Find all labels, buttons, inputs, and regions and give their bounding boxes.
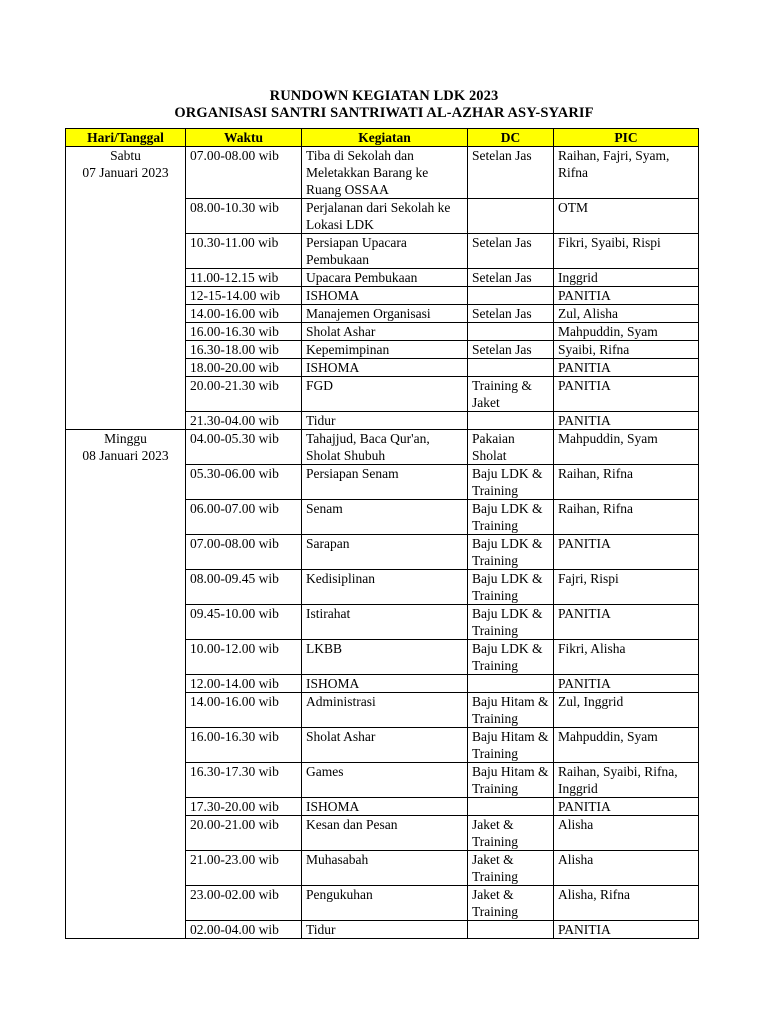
column-header-day: Hari/Tanggal [66, 129, 186, 147]
activity-cell: Tiba di Sekolah dan Meletakkan Barang ke Ruang OSSAA [302, 147, 468, 199]
activity-cell: Tidur [302, 412, 468, 430]
time-cell: 14.00-16.00 wib [186, 305, 302, 323]
time-cell: 08.00-10.30 wib [186, 199, 302, 234]
day-date: 07 Januari 2023 [82, 165, 169, 180]
dc-cell: Baju Hitam & Training [468, 728, 554, 763]
activity-cell: Games [302, 763, 468, 798]
dc-cell [468, 798, 554, 816]
time-cell: 23.00-02.00 wib [186, 886, 302, 921]
column-header-time: Waktu [186, 129, 302, 147]
activity-cell: ISHOMA [302, 359, 468, 377]
pic-cell: Fajri, Rispi [554, 570, 699, 605]
activity-cell: Persiapan Upacara Pembukaan [302, 234, 468, 269]
table-row [66, 430, 699, 465]
activity-cell: Kepemimpinan [302, 341, 468, 359]
table-header [66, 129, 699, 147]
activity-cell: Manajemen Organisasi [302, 305, 468, 323]
dc-cell [468, 323, 554, 341]
day-name: Minggu [104, 431, 147, 446]
pic-cell: Alisha [554, 816, 699, 851]
day-name: Sabtu [110, 148, 141, 163]
dc-cell: Baju LDK & Training [468, 465, 554, 500]
dc-cell: Setelan Jas [468, 234, 554, 269]
activity-cell: ISHOMA [302, 675, 468, 693]
day-date: 08 Januari 2023 [82, 448, 169, 463]
time-cell: 14.00-16.00 wib [186, 693, 302, 728]
dc-cell [468, 412, 554, 430]
time-cell: 16.30-17.30 wib [186, 763, 302, 798]
table-body [66, 147, 699, 939]
document-title: RUNDOWN KEGIATAN LDK 2023 [269, 88, 499, 104]
pic-cell: Mahpuddin, Syam [554, 430, 699, 465]
dc-cell: Setelan Jas [468, 341, 554, 359]
column-header-pic: PIC [554, 129, 699, 147]
time-cell: 07.00-08.00 wib [186, 147, 302, 199]
dc-cell: Jaket & Training [468, 851, 554, 886]
pic-cell: PANITIA [554, 921, 699, 939]
dc-cell [468, 675, 554, 693]
pic-cell: Raihan, Fajri, Syam, Rifna [554, 147, 699, 199]
dc-cell [468, 921, 554, 939]
activity-cell: Sholat Ashar [302, 728, 468, 763]
dc-cell: Baju Hitam & Training [468, 693, 554, 728]
dc-cell: Jaket & Training [468, 816, 554, 851]
time-cell: 18.00-20.00 wib [186, 359, 302, 377]
time-cell: 16.00-16.30 wib [186, 323, 302, 341]
dc-cell [468, 359, 554, 377]
activity-cell: Sarapan [302, 535, 468, 570]
time-cell: 08.00-09.45 wib [186, 570, 302, 605]
dc-cell: Setelan Jas [468, 305, 554, 323]
time-cell: 20.00-21.30 wib [186, 377, 302, 412]
dc-cell: Setelan Jas [468, 269, 554, 287]
activity-cell: Istirahat [302, 605, 468, 640]
pic-cell: PANITIA [554, 412, 699, 430]
time-cell: 16.30-18.00 wib [186, 341, 302, 359]
pic-cell: Mahpuddin, Syam [554, 323, 699, 341]
time-cell: 20.00-21.00 wib [186, 816, 302, 851]
column-header-dc: DC [468, 129, 554, 147]
activity-cell: ISHOMA [302, 798, 468, 816]
document-subtitle: ORGANISASI SANTRI SANTRIWATI AL-AZHAR ASY-SYARIF [174, 105, 594, 121]
dc-cell [468, 287, 554, 305]
pic-cell: Raihan, Rifna [554, 465, 699, 500]
pic-cell: Raihan, Syaibi, Rifna, Inggrid [554, 763, 699, 798]
activity-cell: Persiapan Senam [302, 465, 468, 500]
activity-cell: Kedisiplinan [302, 570, 468, 605]
pic-cell: Syaibi, Rifna [554, 341, 699, 359]
activity-cell: LKBB [302, 640, 468, 675]
pic-cell: PANITIA [554, 287, 699, 305]
time-cell: 21.00-23.00 wib [186, 851, 302, 886]
activity-cell: Senam [302, 500, 468, 535]
dc-cell: Training & Jaket [468, 377, 554, 412]
activity-cell: Perjalanan dari Sekolah ke Lokasi LDK [302, 199, 468, 234]
pic-cell: Mahpuddin, Syam [554, 728, 699, 763]
activity-cell: Pengukuhan [302, 886, 468, 921]
dc-cell: Baju LDK & Training [468, 500, 554, 535]
time-cell: 10.00-12.00 wib [186, 640, 302, 675]
pic-cell: Zul, Alisha [554, 305, 699, 323]
time-cell: 07.00-08.00 wib [186, 535, 302, 570]
column-header-activity: Kegiatan [302, 129, 468, 147]
dc-cell: Baju LDK & Training [468, 605, 554, 640]
time-cell: 16.00-16.30 wib [186, 728, 302, 763]
dc-cell: Baju LDK & Training [468, 570, 554, 605]
header-row [66, 129, 699, 147]
time-cell: 11.00-12.15 wib [186, 269, 302, 287]
dc-cell: Jaket & Training [468, 886, 554, 921]
activity-cell: FGD [302, 377, 468, 412]
time-cell: 04.00-05.30 wib [186, 430, 302, 465]
activity-cell: Tahajjud, Baca Qur'an, Sholat Shubuh [302, 430, 468, 465]
time-cell: 06.00-07.00 wib [186, 500, 302, 535]
activity-cell: Administrasi [302, 693, 468, 728]
pic-cell: Inggrid [554, 269, 699, 287]
time-cell: 21.30-04.00 wib [186, 412, 302, 430]
table-row [66, 147, 699, 199]
pic-cell: Zul, Inggrid [554, 693, 699, 728]
activity-cell: Kesan dan Pesan [302, 816, 468, 851]
dc-cell: Baju Hitam & Training [468, 763, 554, 798]
activity-cell: Muhasabah [302, 851, 468, 886]
pic-cell: Raihan, Rifna [554, 500, 699, 535]
pic-cell: OTM [554, 199, 699, 234]
time-cell: 12.00-14.00 wib [186, 675, 302, 693]
pic-cell: Fikri, Syaibi, Rispi [554, 234, 699, 269]
dc-cell: Baju LDK & Training [468, 640, 554, 675]
activity-cell: Sholat Ashar [302, 323, 468, 341]
time-cell: 10.30-11.00 wib [186, 234, 302, 269]
activity-cell: ISHOMA [302, 287, 468, 305]
pic-cell: Alisha, Rifna [554, 886, 699, 921]
activity-cell: Upacara Pembukaan [302, 269, 468, 287]
pic-cell: PANITIA [554, 798, 699, 816]
dc-cell [468, 199, 554, 234]
pic-cell: PANITIA [554, 605, 699, 640]
time-cell: 09.45-10.00 wib [186, 605, 302, 640]
day-cell [66, 430, 186, 939]
day-cell [66, 147, 186, 430]
pic-cell: Fikri, Alisha [554, 640, 699, 675]
dc-cell: Setelan Jas [468, 147, 554, 199]
time-cell: 17.30-20.00 wib [186, 798, 302, 816]
time-cell: 12-15-14.00 wib [186, 287, 302, 305]
activity-cell: Tidur [302, 921, 468, 939]
rundown-table [65, 128, 699, 939]
pic-cell: Alisha [554, 851, 699, 886]
pic-cell: PANITIA [554, 675, 699, 693]
pic-cell: PANITIA [554, 377, 699, 412]
time-cell: 02.00-04.00 wib [186, 921, 302, 939]
dc-cell: Baju LDK & Training [468, 535, 554, 570]
dc-cell: Pakaian Sholat [468, 430, 554, 465]
time-cell: 05.30-06.00 wib [186, 465, 302, 500]
pic-cell: PANITIA [554, 535, 699, 570]
pic-cell: PANITIA [554, 359, 699, 377]
